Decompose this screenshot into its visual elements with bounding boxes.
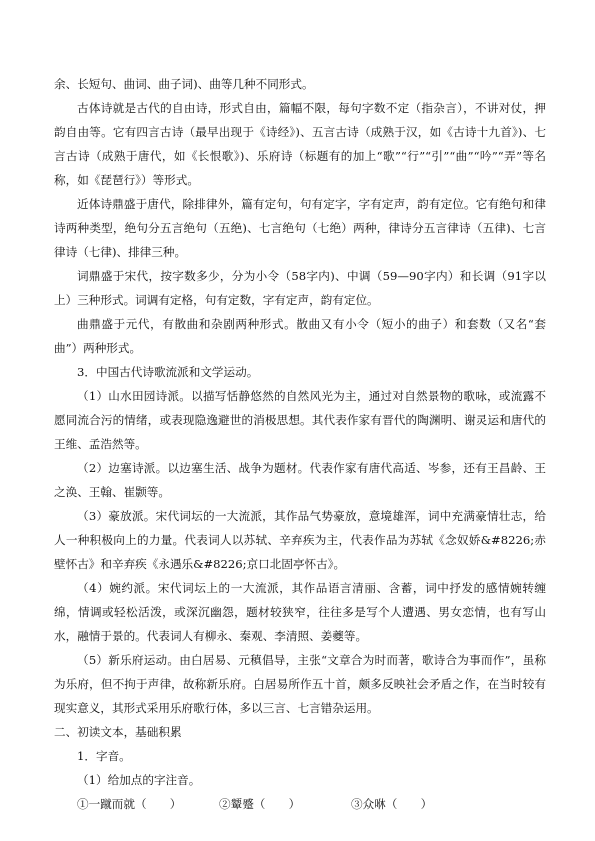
paragraph-landscape-school: （1）山水田园诗派。以描写恬静悠然的自然风光为主，通过对自然景物的歌咏，或流露不愿同流合污的情绪，或表现隐逸避世的消极思想。其代表作家有晋代的陶渊明、谢灵运和唐代的王维、孟浩然等。 xyxy=(54,389,546,451)
paragraph-ci: 词鼎盛于宋代，按字数多少，分为小令（58字内)、中调（59—90字内）和长调（91字以上）三种形式。词调有定格，句有定数，字有定声，韵有定位。 xyxy=(54,269,546,307)
exercise-instruction: （1）给加点的字注音。 xyxy=(77,773,201,787)
paragraph-ancient-poetry: 古体诗就是古代的自由诗，形式自由，篇幅不限，每句字数不定（指杂言），不讲对仗，押韵自由等。它有四言古诗（最早出现于《诗经》)、五言古诗（成熟于汉，如《古诗十九首》)、七言古诗（成熟于唐代，如《长恨歌》)、乐府诗（标题有的加上“歌”“行”“引”“曲”“吟”“弄”等名称，如《琵琶行》）等形式。 xyxy=(54,101,546,187)
paragraph-bold-school: （3）豪放派。宋代词坛的一大流派，其作品气势豪放，意境雄浑，词中充满豪情壮志，给人一种积极向上的力量。代表词人以苏轼、辛弃疾为主，代表作品为苏轼《念奴娇&#8226;赤壁怀古》和辛弃疾《永遇乐&#8226;京口北固亭怀古》。 xyxy=(54,509,546,571)
paragraph-graceful-school: （4）婉约派。宋代词坛上的一大流派，其作品语言清丽、含蓄，词中抒发的感情婉转缠绵，情调或轻松活泼，或深沉幽怨，题材较狭窄，往往多是写个人遭遇、男女恋情，也有写山水，融情于景的。代表词人有柳永、秦观、李清照、姜夔等。 xyxy=(54,581,546,643)
exercise-item: ②颦蹙（ ） xyxy=(219,797,301,811)
section-heading-reading: 二、初读文本，基础积累 xyxy=(54,725,182,739)
exercise-item: ③众咻（ ） xyxy=(351,797,433,811)
exercise-item: ①一蹴而就（ ） xyxy=(77,797,182,811)
paragraph-new-yuefu: （5）新乐府运动。由白居易、元稹倡导，主张“文章合为时而著，歌诗合为事而作”，虽称为乐府，但不拘于声律，故称新乐府。白居易所作五十首，颇多反映社会矛盾之作，在当时较有现实意义，其形式采用乐府歌行体，多以三言、七言错杂运用。 xyxy=(54,653,546,715)
document-body xyxy=(54,72,546,816)
paragraph-continuation: 余、长短句、曲词、曲子词)、曲等几种不同形式。 xyxy=(54,77,314,91)
subheading-pronunciation: 1．字音。 xyxy=(77,749,131,763)
paragraph-modern-poetry: 近体诗鼎盛于唐代，除排律外，篇有定句，句有定字，字有定声，韵有定位。它有绝句和律诗两种类型，绝句分五言绝句（五绝)、七言绝句（七绝）两种，律诗分五言律诗（五律)、七言律诗（七律)、排律三种。 xyxy=(54,197,546,259)
section-heading-schools: 3．中国古代诗歌流派和文学运动。 xyxy=(77,365,259,379)
exercise-items xyxy=(54,792,546,816)
paragraph-qu: 曲鼎盛于元代，有散曲和杂剧两种形式。散曲又有小令（短小的曲子）和套数（又名“套曲”）两种形式。 xyxy=(54,317,546,355)
paragraph-frontier-school: （2）边塞诗派。以边塞生活、战争为题材。代表作家有唐代高适、岑参，还有王昌龄、王之涣、王翰、崔颢等。 xyxy=(54,461,546,499)
